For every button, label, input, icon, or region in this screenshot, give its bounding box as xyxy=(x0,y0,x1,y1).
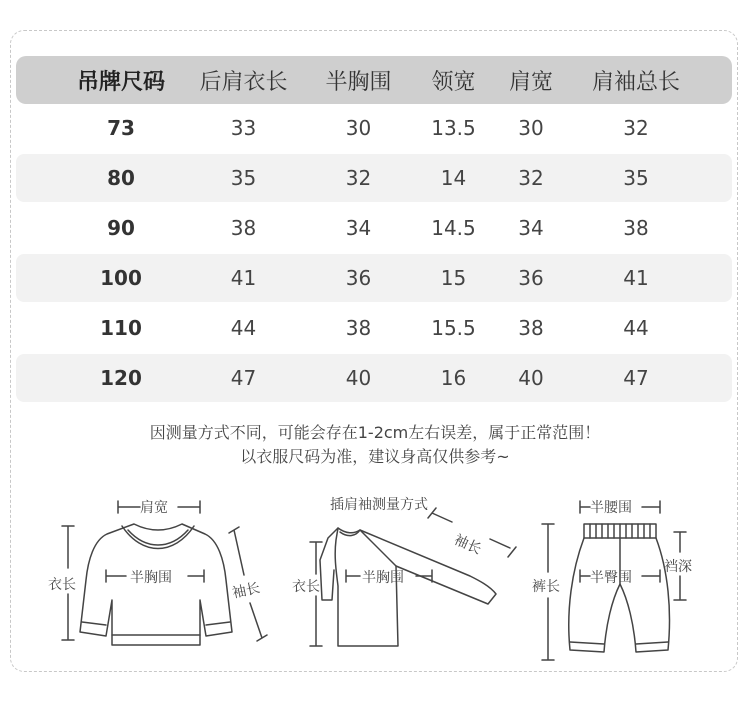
label-raglan-length: 衣长 xyxy=(292,579,320,595)
table-cell: 38 xyxy=(623,216,649,240)
size-cell: 110 xyxy=(100,316,142,340)
label-half-waist: 半腰围 xyxy=(590,500,632,516)
table-cell: 38 xyxy=(518,316,544,340)
size-cell: 120 xyxy=(100,366,142,390)
measurement-error-note: 因测量方式不同，可能会存在1-2cm左右误差，属于正常范围！ xyxy=(149,423,601,442)
label-shoulder-width: 肩宽 xyxy=(140,500,168,516)
table-cell: 33 xyxy=(230,116,257,140)
table-cell: 30 xyxy=(345,116,372,140)
header-sleeve-total-length: 肩袖总长 xyxy=(591,69,680,95)
table-cell: 47 xyxy=(230,366,257,390)
table-cell: 38 xyxy=(230,216,257,240)
table-cell: 36 xyxy=(345,266,372,290)
table-cell: 32 xyxy=(518,166,544,190)
label-length: 衣长 xyxy=(48,577,76,593)
height-reference-note: 以衣服尺码为准，建议身高仅供参考~ xyxy=(240,447,510,466)
table-cell: 34 xyxy=(345,216,372,240)
size-cell: 73 xyxy=(107,116,135,140)
table-cell: 41 xyxy=(230,266,257,290)
label-raglan-sleeve: 袖长 xyxy=(451,531,484,558)
size-cell: 90 xyxy=(107,216,135,240)
table-cell: 15 xyxy=(440,266,467,290)
label-raglan-half-chest: 半胸围 xyxy=(362,570,404,586)
header-back-length: 后肩衣长 xyxy=(199,69,288,95)
table-cell: 32 xyxy=(623,116,649,140)
table-cell: 14 xyxy=(440,166,467,190)
table-cell: 15.5 xyxy=(431,316,476,340)
table-cell: 44 xyxy=(230,316,257,340)
table-cell: 30 xyxy=(518,116,544,140)
header-collar-width: 领宽 xyxy=(431,69,476,95)
table-cell: 44 xyxy=(623,316,649,340)
label-half-chest: 半胸围 xyxy=(130,570,172,586)
table-cell: 40 xyxy=(518,366,544,390)
header-shoulder-width: 肩宽 xyxy=(508,69,553,95)
label-rise: 裆深 xyxy=(664,559,692,575)
table-cell: 13.5 xyxy=(431,116,476,140)
label-half-hip: 半臀围 xyxy=(590,570,632,586)
table-cell: 14.5 xyxy=(431,216,476,240)
table-cell: 32 xyxy=(345,166,372,190)
pants-illustration xyxy=(569,524,670,652)
table-cell: 16 xyxy=(440,366,467,390)
table-cell: 36 xyxy=(518,266,544,290)
header-half-chest: 半胸围 xyxy=(325,69,392,95)
label-sleeve-length: 袖长 xyxy=(230,580,262,602)
table-cell: 38 xyxy=(345,316,372,340)
header-size-tag: 吊牌尺码 xyxy=(76,69,165,95)
table-cell: 35 xyxy=(623,166,649,190)
size-cell: 80 xyxy=(107,166,135,190)
size-cell: 100 xyxy=(100,266,142,290)
table-cell: 41 xyxy=(623,266,649,290)
table-cell: 40 xyxy=(345,366,372,390)
table-cell: 35 xyxy=(230,166,257,190)
label-pants-length: 裤长 xyxy=(532,579,560,595)
table-cell: 47 xyxy=(623,366,649,390)
label-raglan-title: 插肩袖测量方式 xyxy=(330,497,428,513)
table-cell: 34 xyxy=(518,216,544,240)
